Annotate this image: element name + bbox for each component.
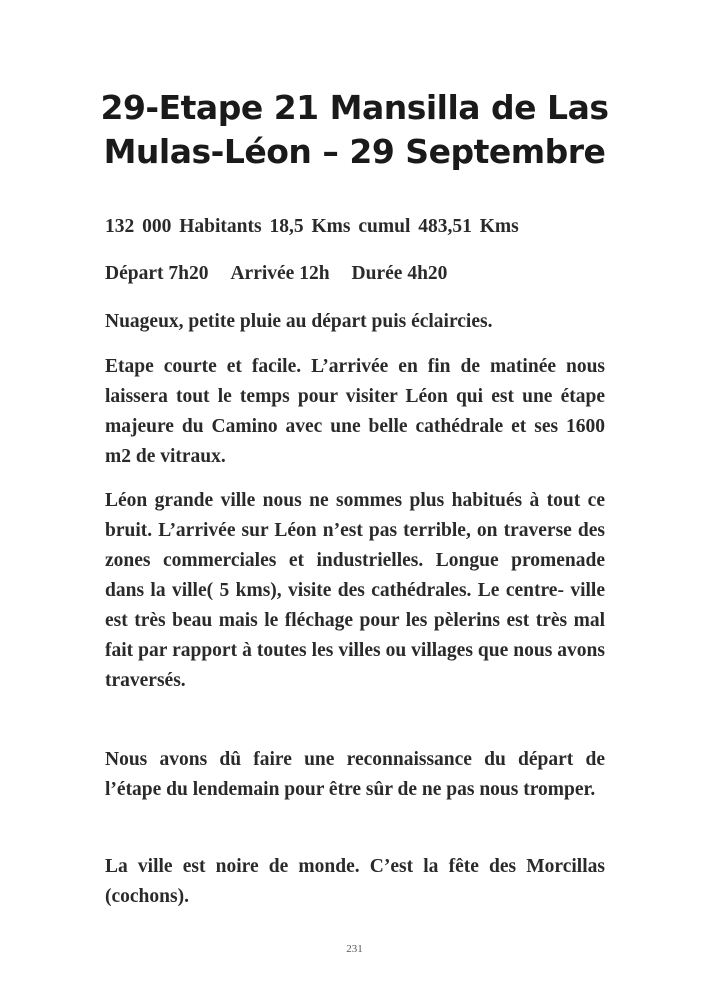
- paragraph-reconnaissance: Nous avons dû faire une reconnaissance du départ de l’étape du lendemain pour être sûr de ne pas nous tromper.: [105, 749, 605, 800]
- arrival-time: Arrivée 12h: [230, 263, 330, 284]
- duration: Durée 4h20: [351, 263, 448, 284]
- weather-line: Nuageux, petite pluie au départ puis éclaircies.: [105, 311, 493, 332]
- title-line-1: 29-Etape 21 Mansilla de Las: [100, 88, 609, 127]
- title-line-2: Mulas-Léon – 29 Septembre: [103, 132, 606, 171]
- stats-line: 132 000 Habitants 18,5 Kms cumul 483,51 Kms: [105, 216, 519, 237]
- paragraph-stage-intro: Etape courte et facile. L’arrivée en fin de matinée nous laissera tout le temps pour visiter Léon qui est une étape majeure du Camino avec une belle cathédrale et ses 1600 m2 de vitraux.: [105, 356, 605, 467]
- departure-time: Départ 7h20: [105, 263, 209, 284]
- paragraph-city-visit: Léon grande ville nous ne sommes plus habitués à tout ce bruit. L’arrivée sur Léon n’est pas terrible, on traverse des zones commerciales et industrielles. Longue promenade dans la ville( 5 kms), visite des cathédrales. Le centre- ville est très beau mais le fléchage pour les pèlerins est très mal fait par rapport à toutes les villes ou villages que nous avons traversés.: [105, 490, 605, 691]
- page-number: 231: [346, 943, 363, 955]
- schedule-line: [105, 259, 605, 289]
- page-title: [100, 86, 609, 174]
- paragraph-festival: La ville est noire de monde. C’est la fête des Morcillas (cochons).: [105, 856, 605, 907]
